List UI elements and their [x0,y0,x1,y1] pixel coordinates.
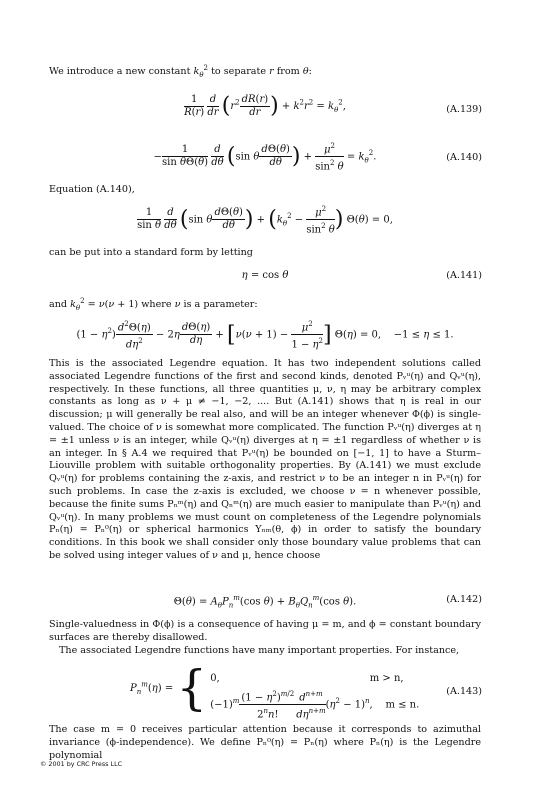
equation-a140-label: Equation (A.140), [49,184,135,195]
equation-a142: $\Theta(\theta) = A_\theta P_n^m(\cos$ $\theta) + B_\theta Q_n^m(\cos$ θ). [173,594,357,610]
standard-form-text: can be put into a standard form by letting [49,247,253,258]
equation-associated-legendre: $(1 - \eta^2)$ $\frac{d^2\Theta(\eta)}{d\eta^2}$ − 2η $\frac{d\Theta(\eta)}{d\eta}$ + [ν(ν + 1) − $\frac{\mu^2}{1 - \eta^2}$ ] Θ(η) = 0, −1 ≤ η ≤ 1. [76,320,454,351]
equation-number-a142: (A.142) [446,594,482,605]
equation-a139: $\frac{1}{R(r)}$ $\frac{d}{dr}$ ($r^2$ $\frac{dR(r)}{dr}$ ) + $k^2r^2 = k_\theta^2$, [184,93,346,119]
equation-number-a139: (A.139) [446,104,482,115]
paragraph-associated-legendre: This is the associated Legendre equation. It has two independent solutions called associated Legendre functions of the first and second kinds, denoted Pᵥᵘ(η) and Qᵥᵘ(η), respectively. In these functions, all three quantities μ, ν, η may be arbitrary complex constants as long as ν + μ ≠ −1, −2, .... But (A.141) shows that η is real in our discussion; μ will generally be real also, and will be an integer whenever Φ(ϕ) is single-valued. The choice of ν is somewhat more complicated. The function Pᵥᵘ(η) diverges at η = ±1 unless ν is an integer, while Qᵥᵘ(η) diverges at η = ±1 regardless of whether ν is an integer. In § A.4 we required that Pᵥᵘ(η) be bounded on [−1, 1] to have a Sturm–Liouville problem with suitable orthogonality properties. By (A.141) we must exclude Qᵥᵘ(η) for problems containing the z-axis, and restrict ν to be an integer n in Pᵥᵘ(η) for such problems. In case the z-axis is excluded, we choose ν = n whenever possible, because the finite sums Pₙᵐ(η) and Qₙᵐ(η) are much easier to manipulate than Pᵥᵘ(η) and Qᵥᵘ(η). In many problems we must count on completeness of the Legendre polynomials Pₙ(η) = Pₙ⁰(η) or spherical harmonics Yₙₘ(θ, ϕ) in order to satisfy the boundary conditions. In this book we shall consider only those boundary value problems that can be solved using integer values of ν and μ, hence choose [49,358,481,561]
equation-number-a141: (A.141) [446,270,482,281]
equation-a143: $P_n^m(\eta)$ = { 0, m > n, $(-1)^m$ $\frac{(1 - \eta^2)^{m/2}}{2^nn!}$ $\frac{d^{n+m}}{d\eta^{n+m}}$ $(\eta^2 - 1)^n$, m ≤ n. [130,660,420,721]
equation-a140: − $\frac{1}{\text{sin θΘ(θ)}}$ $\frac{d}{d\theta}$ (sin θ $\frac{d\Theta(\theta)}{d\theta}$ ) + $\frac{\mu^2}{\sin^2 \theta}$ = $k_\theta^2$. [153,142,377,173]
equation-theta-form: $\frac{1}{\text{sin θ}}$ $\frac{d}{d\theta}$ (sin θ $\frac{d\Theta(\theta)}{d\theta}$ ) + ($k_\theta^2$ − $\frac{\mu^2}{\sin^2 \theta}$ ) Θ(θ) = 0, [137,205,393,236]
paragraph-single-valuedness: Single-valuedness in Φ(ϕ) is a consequence of having μ = m, and ϕ = constant boundary surfaces are thereby disallowed. [49,619,481,643]
paragraph-properties: The associated Legendre functions have many important properties. For instance, [59,645,460,656]
equation-a141: η = cos θ [241,270,289,281]
equation-number-a140: (A.140) [446,152,482,163]
copyright-footer: © 2001 by CRC Press LLC [40,760,123,768]
paragraph-azimuthal: The case m = 0 receives particular attention because it corresponds to azimuthal invariance (ϕ-independence). We define Pₙ⁰(η) = Pₙ(η) where Pₙ(η) is the Legendre polynomial [49,724,481,761]
equation-number-a143: (A.143) [446,686,482,697]
parameter-text: and $k_\theta^2 = \nu(\nu + 1)$ where ν is a parameter: [49,297,258,313]
intro-text: We introduce a new constant $k_\theta^2$ to separate r from θ: [49,64,312,80]
